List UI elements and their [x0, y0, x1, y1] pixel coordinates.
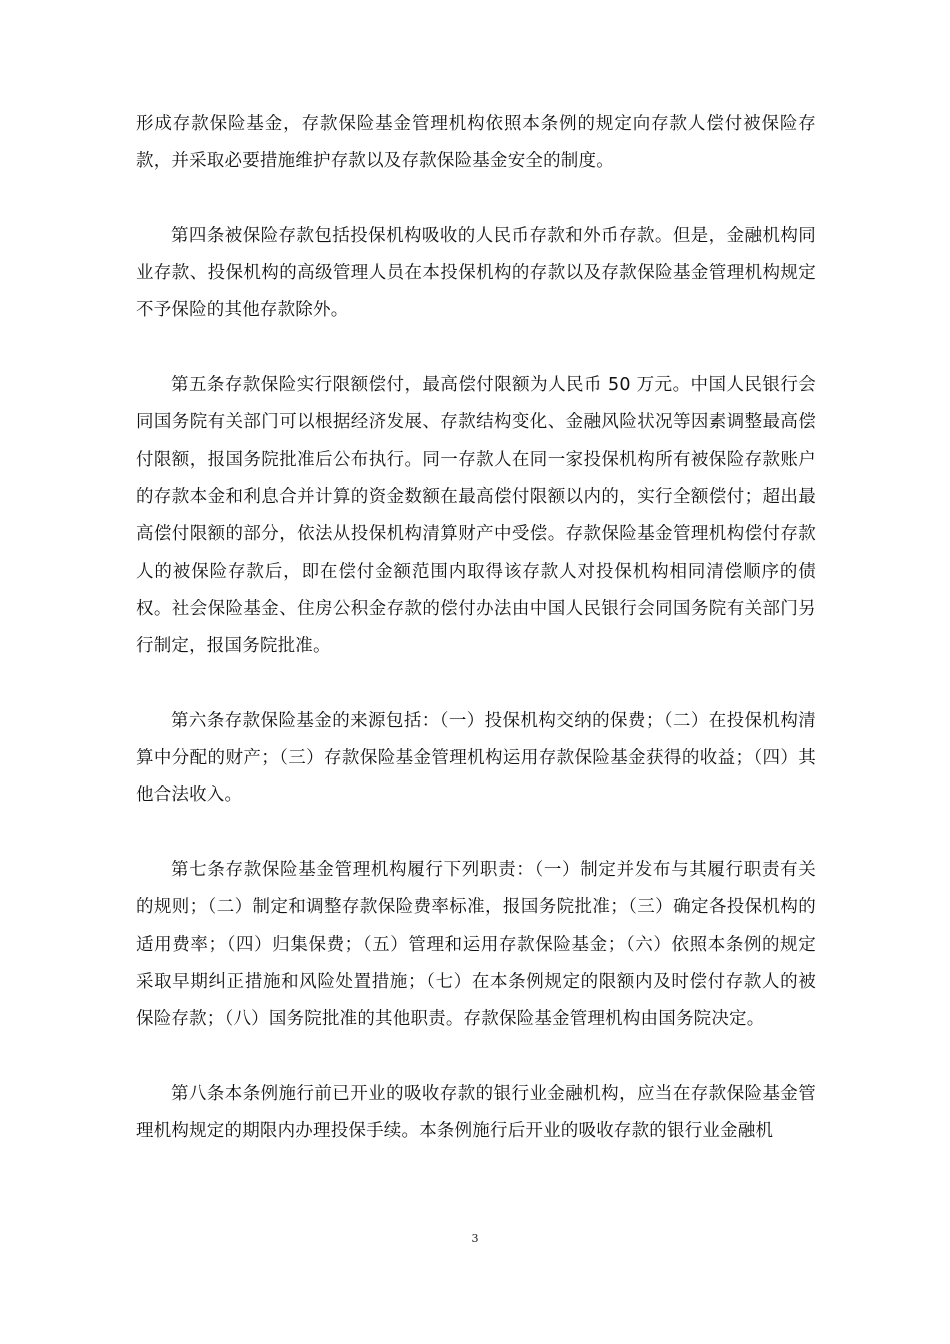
document-body: [136, 106, 816, 1188]
paragraph-article-8: 第八条本条例施行前已开业的吸收存款的银行业金融机构，应当在存款保险基金管理机构规定的期限内办理投保手续。本条例施行后开业的吸收存款的银行业金融机: [136, 1083, 816, 1142]
paragraph-article-5: 第五条存款保险实行限额偿付，最高偿付限额为人民币 50 万元。中国人民银行会同国务院有关部门可以根据经济发展、存款结构变化、金融风险状况等因素调整最高偿付限额，报国务院批准后公布执行。同一存款人在同一家投保机构所有被保险存款账户的存款本金和利息合并计算的资金数额在最高偿付限额以内的，实行全额偿付；超出最高偿付限额的部分，依法从投保机构清算财产中受偿。存款保险基金管理机构偿付存款人的被保险存款后，即在偿付金额范围内取得该存款人对投保机构相同清偿顺序的债权。社会保险基金、住房公积金存款的偿付办法由中国人民银行会同国务院有关部门另行制定，报国务院批准。: [136, 375, 816, 657]
paragraph-article-7: 第七条存款保险基金管理机构履行下列职责：（一）制定并发布与其履行职责有关的规则；（二）制定和调整存款保险费率标准，报国务院批准；（三）确定各投保机构的适用费率；（四）归集保费；（五）管理和运用存款保险基金；（六）依照本条例的规定采取早期纠正措施和风险处置措施；（七）在本条例规定的限额内及时偿付存款人的被保险存款；（八）国务院批准的其他职责。存款保险基金管理机构由国务院决定。: [136, 859, 816, 1030]
paragraph-article-4: 第四条被保险存款包括投保机构吸收的人民币存款和外币存款。但是，金融机构同业存款、投保机构的高级管理人员在本投保机构的存款以及存款保险基金管理机构规定不予保险的其他存款除外。: [136, 225, 816, 321]
page-number: 3: [471, 1232, 479, 1245]
paragraph-article-6: 第六条存款保险基金的来源包括：（一）投保机构交纳的保费；（二）在投保机构清算中分配的财产；（三）存款保险基金管理机构运用存款保险基金获得的收益；（四）其他合法收入。: [136, 710, 816, 806]
paragraph-continuation: 形成存款保险基金，存款保险基金管理机构依照本条例的规定向存款人偿付被保险存款，并采取必要措施维护存款以及存款保险基金安全的制度。: [136, 114, 816, 172]
